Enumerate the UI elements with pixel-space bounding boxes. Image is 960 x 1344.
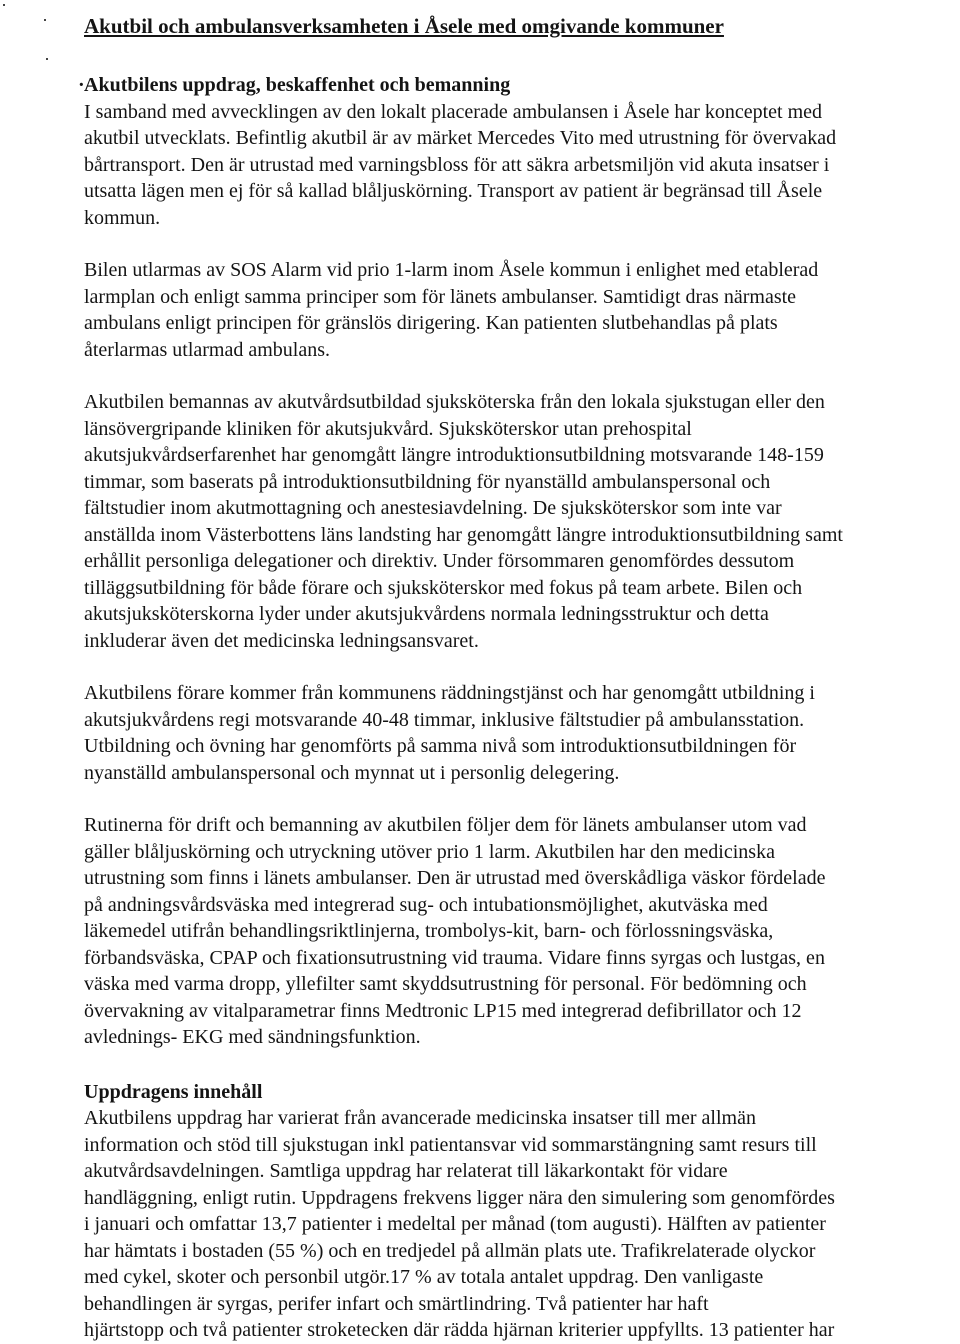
text-line: gäller blåljuskörning och utryckning utöver prio 1 larm. Akutbilen har den medicinska	[84, 840, 775, 863]
text-line: återlarmas utlarmad ambulans.	[84, 338, 331, 361]
text-line: ambulans enligt principen för gränslös dirigering. Kan patienten slutbehandlas på plats	[84, 312, 778, 334]
text-line: akutvårdsavdelningen. Samtliga uppdrag har relaterat till läkarkontakt för vidare	[84, 1160, 728, 1182]
section-heading	[78, 72, 954, 99]
text-line: med cykel, skoter och personbil utgör.17 % av totala antalet uppdrag. Den vanligaste	[84, 1266, 764, 1288]
text-line: hjärtstopp och två patienter stroketecken där rädda hjärnan kriterier uppfyllts. 13 patienter har	[84, 1319, 835, 1341]
paragraph-driver	[84, 680, 954, 786]
paragraph-routines	[84, 812, 954, 1051]
text-line: timmar, som baserats på introduktionsutbildning för nyanställd ambulanspersonal och	[84, 470, 771, 493]
text-line: larmplan och enligt samma principer som för länets ambulanser. Samtidigt dras närmaste	[84, 285, 797, 308]
text-line: Bilen utlarmas av SOS Alarm vid prio 1-larm inom Åsele kommun i enlighet med etablerad	[84, 259, 819, 281]
bullet-marker: ·	[78, 74, 85, 96]
text-line: utsatta lägen men ej för så kallad blåljuskörning. Transport av patient är begränsad till Åsele	[84, 180, 823, 202]
text-line: akutsjukvårdens regi motsvarande 40-48 timmar, inklusive fältstudier på ambulansstation.	[84, 708, 805, 731]
text-line: behandlingen är syrgas, perifer infart och smärtlindring. Två patienter har haft	[84, 1292, 709, 1315]
text-line: Akutbilens uppdrag har varierat från avancerade medicinska insatser till mer allmän	[84, 1107, 756, 1129]
text-line: bårtransport. Den är utrustad med varningsbloss för att säkra arbetsmiljön vid akuta insatser i	[84, 153, 830, 176]
text-line: har hämtats i bostaden (55 %) och en tredjedel på allmän plats ute. Trafikrelaterade olyckor	[84, 1239, 816, 1262]
text-line: på andningsvårdsväska med integrerad sug- och intubationsmöjlighet, akutväska med	[84, 893, 768, 916]
text-line: utrustning som finns i länets ambulanser. Den är utrustad med överskådliga väskor fördelade	[84, 867, 826, 889]
text-line: akutsjuksköterskorna lyder under akutsjukvårdens normala ledningsstruktur och detta	[84, 603, 769, 625]
text-line: akutbil utvecklats. Befintlig akutbil är av märket Mercedes Vito med utrustning för övervakad	[84, 127, 837, 149]
text-line: fältstudier inom akutmottagning och anestesiavdelning. De sjuksköterskor som inte var	[84, 497, 782, 519]
section-content	[84, 1079, 954, 1344]
text-line: övervakning av vitalparametrar finns Medtronic LP15 med integrerad defibrillator och 12	[84, 999, 802, 1022]
text-line: väska med varma dropp, yllefilter samt skyddsutrustning för personal. För bedömning och	[84, 973, 807, 995]
paragraph-staffing	[84, 389, 954, 654]
text-line: Utbildning och övning har genomförts på samma nivå som introduktionsutbildningen för	[84, 735, 797, 757]
text-line: Akutbilens förare kommer från kommunens räddningstjänst och har genomgått utbildning i	[84, 682, 815, 704]
text-line: anställda inom Västerbottens läns landsting har genomgått längre introduktionsutbildning samt	[84, 523, 843, 546]
text-line: Akutbilen bemannas av akutvårdsutbildad sjuksköterska från den lokala sjukstugan eller den	[84, 391, 825, 413]
text-line: information och stöd till sjukstugan inkl patientansvar vid sommarstängning samt resurs till	[84, 1133, 817, 1156]
text-line: I samband med avvecklingen av den lokalt placerade ambulansen i Åsele har konceptet med	[84, 100, 823, 123]
section-heading: Uppdragens innehåll	[84, 1080, 263, 1103]
text-line: nyanställd ambulanspersonal och mynnat ut i personlig delegering.	[84, 761, 620, 784]
text-line: Rutinerna för drift och bemanning av akutbilen följer dem för länets ambulanser utom vad	[84, 814, 807, 836]
scan-speck	[3, 4, 5, 6]
text-line: tilläggsutbildning för både förare och sjuksköterskor med fokus på team arbete. Bilen och	[84, 576, 803, 599]
text-line: länsövergripande kliniken för akutsjukvård. Sjuksköterskor utan prehospital	[84, 417, 692, 440]
scan-speck	[46, 58, 48, 60]
text-line: inkluderar även det medicinska ledningsansvaret.	[84, 629, 479, 652]
paragraph-content	[84, 1105, 954, 1344]
section-heading-text: Akutbilens uppdrag, beskaffenhet och bemanning	[84, 74, 511, 96]
text-line: läkemedel utifrån behandlingsriktlinjerna, trombolys-kit, barn- och förlossningsväska,	[84, 920, 774, 942]
text-line: handläggning, enligt rutin. Uppdragens frekvens ligger nära den simulering som genomfördes	[84, 1186, 835, 1209]
text-line: förbandsväska, CPAP och fixationsutrustning vid trauma. Vidare finns syrgas och lustgas, en	[84, 946, 825, 969]
text-line: i januari och omfattar 13,7 patienter i medeltal per månad (tom augusti). Hälften av patienter	[84, 1213, 826, 1235]
text-line: akutsjukvårdserfarenhet har genomgått längre introduktionsutbildning motsvarande 148-159	[84, 444, 824, 466]
scan-speck	[44, 19, 46, 21]
text-line: kommun.	[84, 206, 161, 229]
document-page	[78, 12, 954, 1344]
paragraph-alarm	[84, 257, 954, 363]
paragraph-concept	[84, 99, 954, 232]
text-line: erhållit personliga delegationer och direktiv. Under försommaren genomfördes dessutom	[84, 550, 795, 572]
document-title: Akutbil och ambulansverksamheten i Åsele med omgivande kommuner	[84, 14, 724, 38]
text-line: avlednings- EKG med sändningsfunktion.	[84, 1026, 421, 1048]
section-assignment	[78, 72, 954, 1051]
